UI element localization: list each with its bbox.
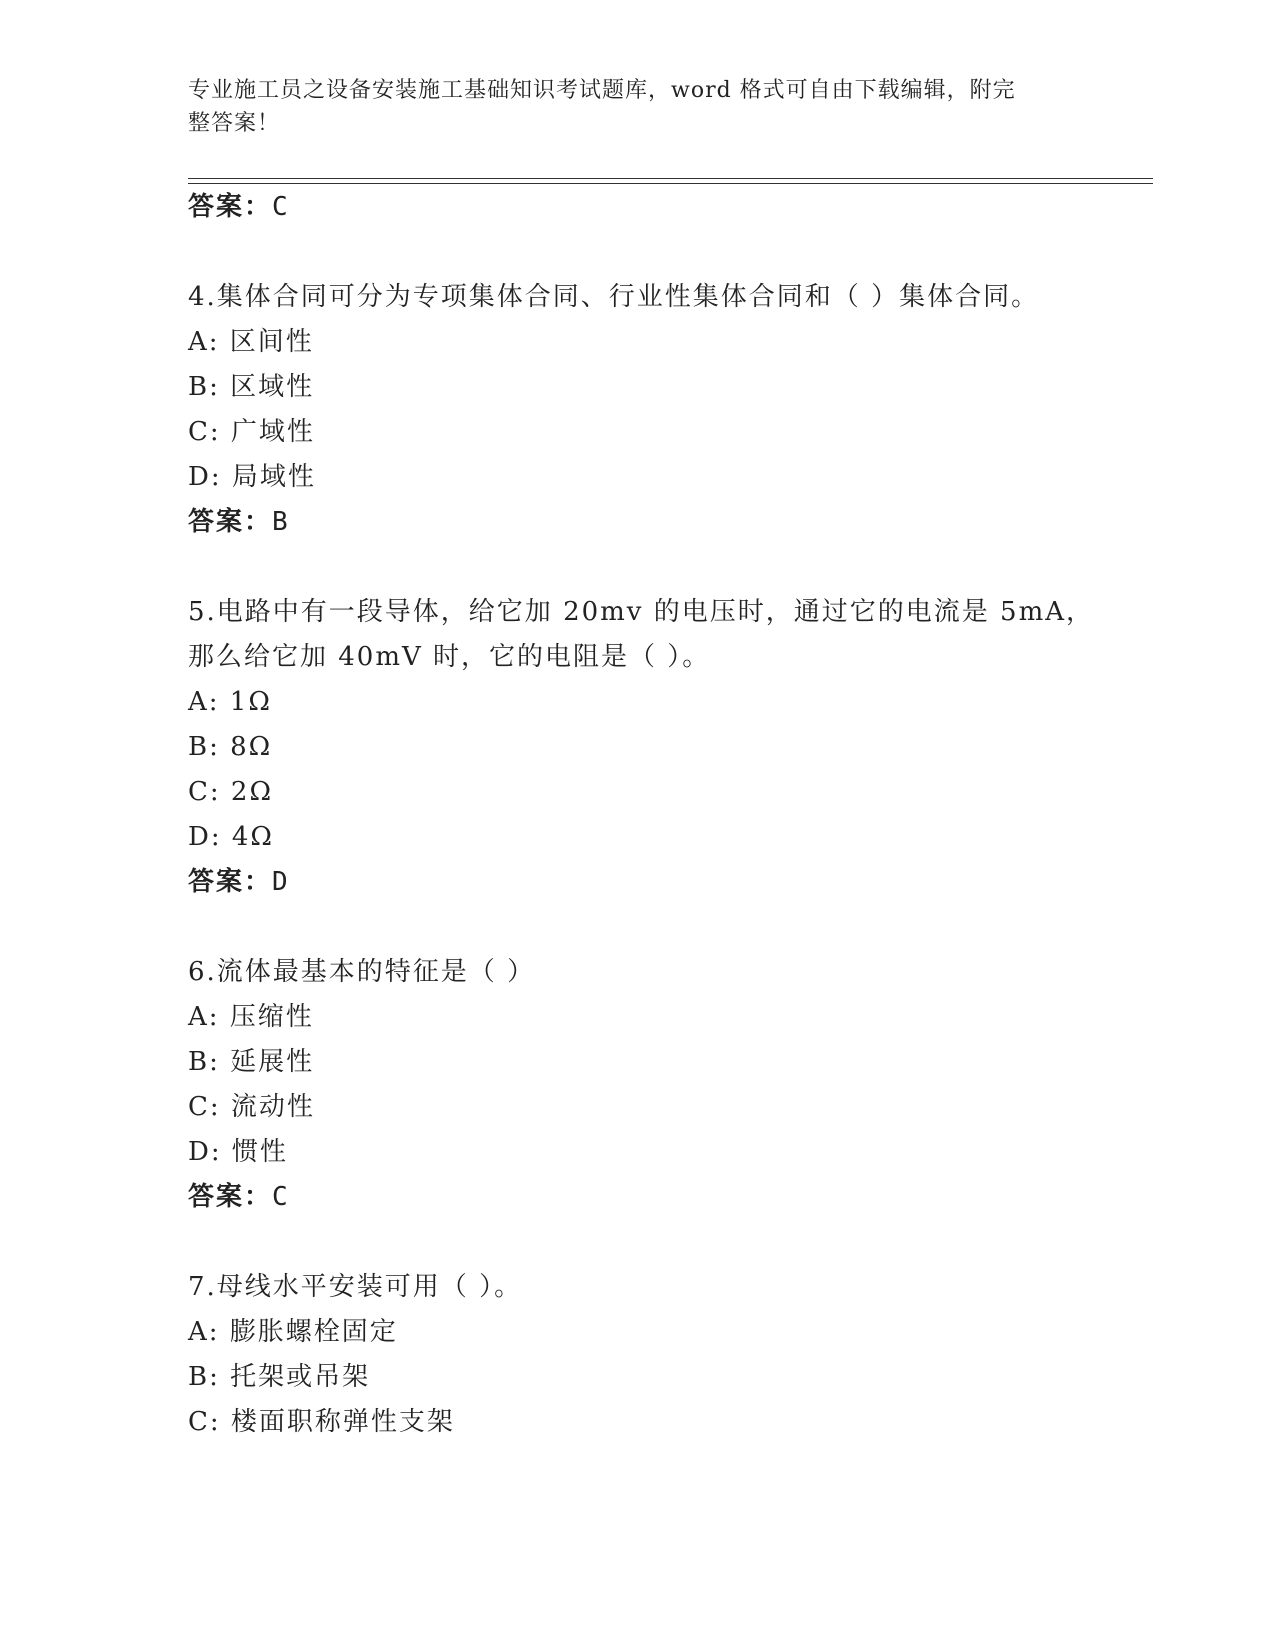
q6-option-a: A: 压缩性: [188, 1002, 314, 1032]
answer-q4: [188, 505, 289, 539]
question-6: 6.流体最基本的特征是（ ）: [188, 957, 536, 987]
q7-option-a: A: 膨胀螺栓固定: [188, 1317, 398, 1347]
header-line-2: 整答案！: [188, 111, 281, 136]
q6-option-c: C: 流动性: [188, 1092, 315, 1122]
question-4: 4.集体合同可分为专项集体合同、行业性集体合同和（ ）集体合同。: [188, 282, 1040, 312]
header-divider-bottom: [188, 183, 1153, 184]
q4-option-a: A: 区间性: [188, 327, 314, 357]
answer-q3: [188, 190, 289, 224]
q6-option-d: D: 惯性: [188, 1137, 288, 1167]
answer-label: 答案：: [188, 867, 273, 897]
document-header: [188, 74, 1088, 140]
q4-option-c: C: 广域性: [188, 417, 315, 447]
answer-value: B: [272, 507, 289, 537]
header-divider-top: [188, 178, 1153, 179]
answer-value: C: [272, 192, 289, 222]
q4-option-d: D: 局域性: [188, 462, 316, 492]
question-5-line-2: 那么给它加 40mV 时，它的电阻是（ ）。: [188, 642, 711, 672]
answer-q6: [188, 1180, 289, 1214]
q5-option-b: B: 8Ω: [188, 732, 273, 762]
q5-option-a: A: 1Ω: [188, 687, 272, 717]
q7-option-c: C: 楼面职称弹性支架: [188, 1407, 455, 1437]
question-7: 7.母线水平安装可用（ ）。: [188, 1272, 523, 1302]
answer-value: D: [272, 867, 289, 897]
answer-label: 答案：: [188, 507, 273, 537]
q5-option-c: C: 2Ω: [188, 777, 274, 807]
header-line-1: 专业施工员之设备安装施工基础知识考试题库，word 格式可自由下载编辑，附完: [188, 78, 1016, 103]
q7-option-b: B: 托架或吊架: [188, 1362, 371, 1392]
question-5-line-1: 5.电路中有一段导体，给它加 20mv 的电压时，通过它的电流是 5mA，: [188, 597, 1095, 627]
answer-label: 答案：: [188, 192, 273, 222]
answer-q5: [188, 865, 289, 899]
q5-option-d: D: 4Ω: [188, 822, 274, 852]
answer-label: 答案：: [188, 1182, 273, 1212]
q4-option-b: B: 区域性: [188, 372, 315, 402]
answer-value: C: [272, 1182, 289, 1212]
q6-option-b: B: 延展性: [188, 1047, 315, 1077]
